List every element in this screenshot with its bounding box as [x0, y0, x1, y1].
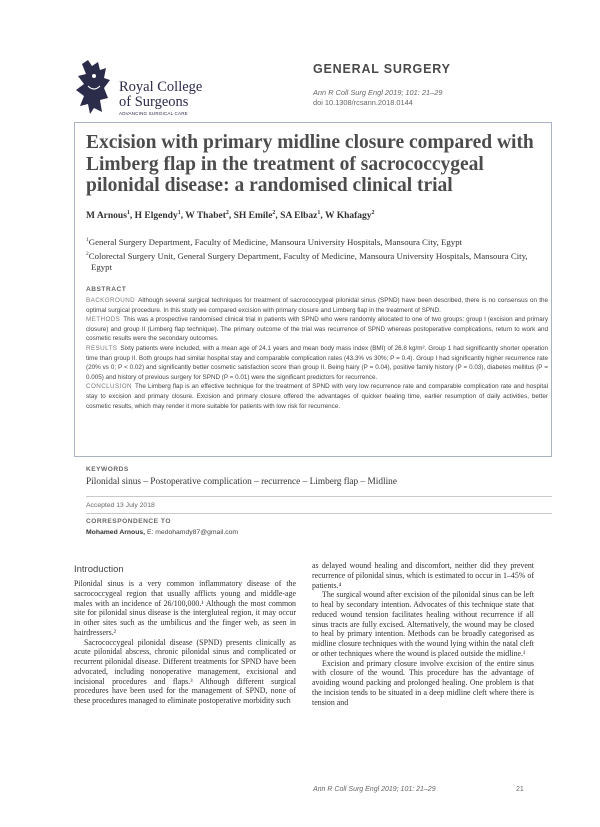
logo-tagline: ADVANCING SURGICAL CARE [119, 111, 188, 116]
paragraph: Pilonidal sinus is a very common inflammatory disease of the sacrococcygeal region that usually afflicts young and middle-age males with an incidence of 26/100,000.¹ Although the most common site for pilonidal sinus disease is the intergluteal region, it may occur in other sites such as the umbilicus and the finger web, as seen in hairdressers.² [74, 579, 296, 637]
keywords-heading: KEYWORDS [86, 466, 129, 473]
footer-citation: Ann R Coll Surg Engl 2019; 101: 21–29 [313, 786, 436, 793]
article-title: Excision with primary midline closure compared with Limberg flap in the treatment of sacrococcygeal pilonidal disease: a randomised clinical trial [86, 132, 534, 196]
page-number: 21 [516, 786, 524, 793]
introduction-heading: Introduction [74, 564, 124, 575]
affiliation: $^2$Colorectal Surgery Unit, General Surgery Department, Faculty of Medicine, Mansoura University Hospitals, Mansoura City, Egypt [86, 250, 528, 272]
paragraph: Sacrococcygeal pilonidal disease (SPND) presents clinically as acute pilonidal abscess, chronic pilonidal sinus and complicated or recurrent pilonidal disease. Different treatments for SPND have been advocated, including nonoperative management, excisional and incisional procedures and flaps.³ Although different surgical procedures have been used for the management of SPND, none of these procedures managed to eliminate postoperative morbidity such [74, 637, 296, 705]
logo-line-1: Royal College [119, 79, 203, 95]
rcs-logo [74, 58, 224, 120]
author: H Elgendy$^1$ [134, 210, 181, 222]
author: SA Elbaz$^1$ [280, 210, 321, 222]
journal-citation: Ann R Coll Surg Engl 2019; 101: 21–29 [313, 88, 443, 97]
griffin-crest-icon [74, 58, 116, 116]
journal-citation-block [313, 88, 442, 108]
abstract-background: BACKGROUND Although several surgical techniques for treatment of sacrococcygeal pilonidal sinus (SPND) have been described, there is no consensus on the optimal surgical procedure. In this study we compared excision with primary closure and Limberg flap in the treatment of SPND. [86, 297, 548, 314]
logo-line-2: of Surgeons [119, 94, 189, 110]
abstract-methods: METHODS This was a prospective randomised clinical trial in patients with SPND who were randomly allocated to one of two groups: group I (excision and primary closure) and group II (Limberg flap technique). The primary outcome of the trial was recurrence of SPND whereas postoperative complications, return to work and cosmetic results were the secondary outcomes. [86, 316, 548, 343]
abstract-conclusion: CONCLUSION The Limberg flap is an effective technique for the treatment of SPND with very low recurrence rate and comparable complication rate and hospital stay to excision and primary closure. Excision and primary closure offered the advantages of quicker healing time, earlier resumption of daily activities, better cosmetic results, which may render it more suitable for patients with low risk for recurrence. [86, 383, 548, 410]
author: SH Emile$^2$ [233, 210, 276, 222]
paragraph: The surgical wound after excision of the pilonidal sinus can be left to heal by secondary intention. Advocates of this technique state that reduced wound tension facilitates healing without recurrence if all sinus tracts are fully excised. Alternatively, the wound may be closed to heal by primary intention. Methods can be broadly categorised as midline closure techniques with the wound lying within the natal cleft or other techniques where the wound is placed outside the midline.¹ [312, 590, 534, 658]
correspondence-heading: CORRESPONDENCE TO [86, 518, 171, 525]
author: W Khafagy$^2$ [325, 210, 375, 222]
correspondence-email[interactable]: E: medohamdy87@gmail.com [146, 529, 239, 536]
body-column-right [312, 561, 534, 707]
keywords: Pilonidal sinus – Postoperative complication – recurrence – Limberg flap – Midline [86, 477, 397, 487]
abstract-results: RESULTS Sixty patients were included, with a mean age of 24.1 years and mean body mass index (BMI) of 26.8 kg/m². Group 1 had significantly shorter operation time than group II. Both groups had similar hospital stay and comparable complication rates (43.3% vs 30%; P = 0.4). Group I had significantly higher recurrence rate (20% vs 0; P < 0.02) and significantly better cosmetic satisfaction score than group II. Being hairy (P = 0.04), positive family history (P = 0.03), diabetes mellitus (P = 0.005) and history of previous surgery for SPND (P = 0.01) were the significant predictors for recurrence. [86, 344, 548, 381]
correspondence-name: Mohamed Arnous, [86, 529, 146, 536]
correspondence [86, 529, 238, 536]
divider [86, 496, 552, 497]
affiliations [86, 235, 548, 274]
abstract-heading: ABSTRACT [86, 286, 127, 293]
divider [86, 513, 552, 514]
paragraph: Excision and primary closure involve excision of the entire sinus with closure of the wound. This procedure has the advantage of avoiding wound packing and prolonged healing. One problem is that the incision tends to be situated in a deep midline cleft where there is tension and [312, 658, 534, 707]
section-heading: GENERAL SURGERY [313, 62, 451, 76]
paragraph: as delayed wound healing and discomfort, neither did they prevent recurrence of pilonidal sinus, which is estimated to occur in 1–45% of patients.⁴ [312, 561, 534, 590]
affiliation: $^1$General Surgery Department, Faculty of Medicine, Mansoura University Hospitals, Mansoura City, Egypt [86, 236, 463, 247]
body-column-left [74, 579, 296, 706]
author-list: M Arnous$^1$, H Elgendy$^1$, W Thabet$^2$, SH Emile$^2$, SA Elbaz$^1$, W Khafagy$^2$ [86, 210, 375, 222]
abstract [86, 296, 548, 411]
author: M Arnous$^1$ [86, 210, 130, 222]
accepted-date: Accepted 13 July 2018 [86, 502, 155, 509]
doi: doi 10.1308/rcsann.2018.0144 [313, 98, 413, 107]
author: W Thabet$^2$ [185, 210, 229, 222]
